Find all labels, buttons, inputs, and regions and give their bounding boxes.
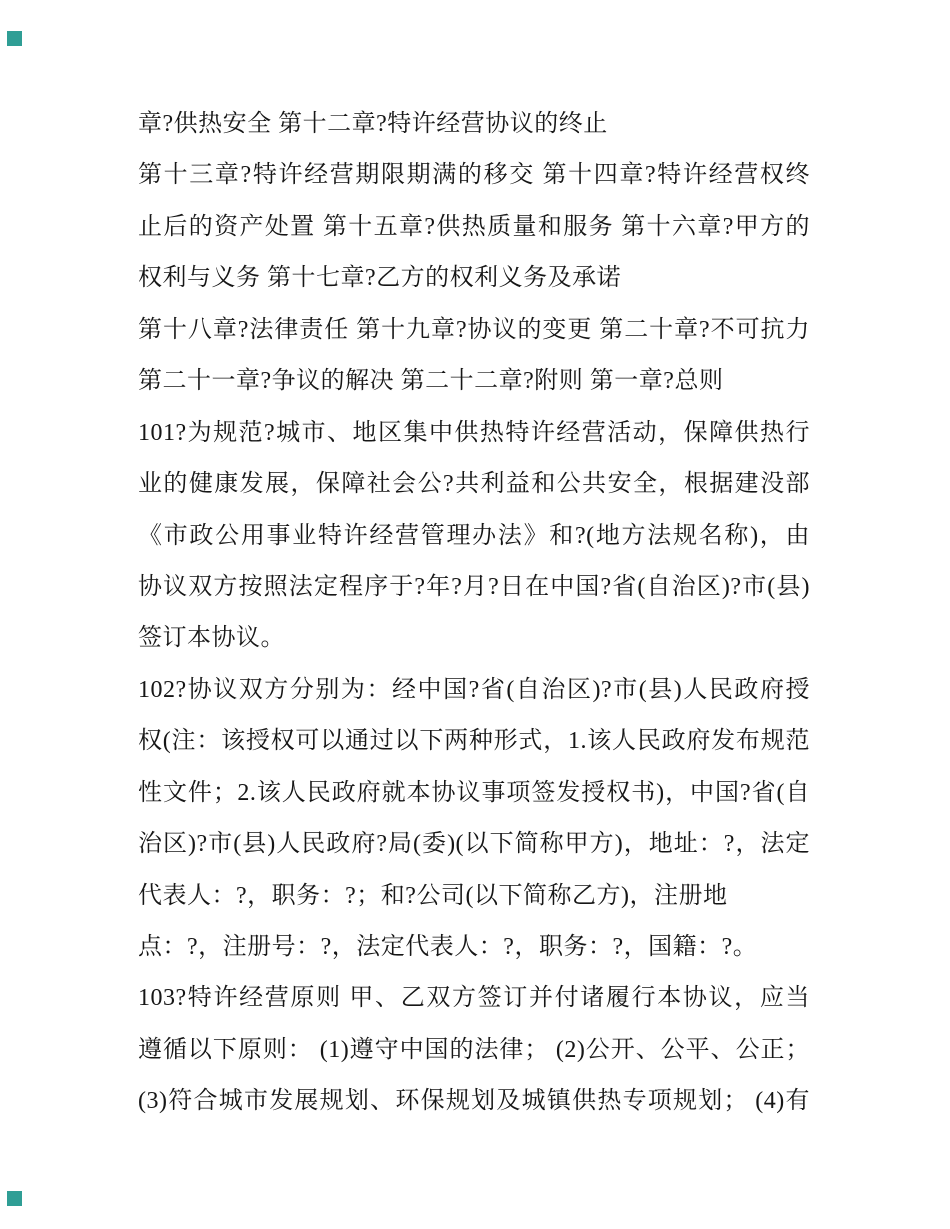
text-line: 《市政公用事业特许经营管理办法》和?(地方法规名称)，由 (138, 522, 810, 549)
text-line: 性文件；2.该人民政府就本协议事项签发授权书)，中国?省(自 (138, 779, 810, 806)
text-line: (3)符合城市发展规划、环保规划及城镇供热专项规划； (4)有 (138, 1088, 810, 1115)
text-line: 业的健康发展，保障社会公?共利益和公共安全，根据建没部 (138, 471, 810, 498)
text-line: 协议双方按照法定程序于?年?月?日在中国?省(自治区)?市(县) (138, 573, 810, 600)
text-line: 第十八章?法律责任 第十九章?协议的变更 第二十章?不可抗力 (138, 316, 810, 343)
text-line: 遵循以下原则： (1)遵守中国的法律； (2)公开、公平、公正； (138, 1036, 810, 1063)
text-line: 101?为规范?城市、地区集中供热特许经营活动，保障供热行 (138, 419, 810, 446)
text-line: 102?协议双方分别为：经中国?省(自治区)?市(县)人民政府授 (138, 676, 810, 703)
text-line: 代表人：?，职务：?；和?公司(以下简称乙方)，注册地 (138, 882, 728, 909)
text-line: 权利与义务 第十七章?乙方的权利义务及承诺 (138, 265, 622, 292)
text-line: 103?特许经营原则 甲、乙双方签订并付诸履行本协议，应当 (138, 985, 810, 1012)
teal-marker-top-icon (7, 31, 22, 46)
text-line: 第十三章?特许经营期限期满的移交 第十四章?特许经营权终 (138, 162, 810, 189)
text-line: 治区)?市(县)人民政府?局(委)(以下简称甲方)，地址：?，法定 (138, 831, 810, 858)
text-line: 第二十一章?争议的解决 第二十二章?附则 第一章?总则 (138, 368, 724, 395)
text-line: 章?供热安全 第十二章?特许经营协议的终止 (138, 111, 608, 137)
contract-text-block (138, 99, 810, 1128)
teal-marker-bottom-icon (7, 1191, 22, 1206)
text-line: 止后的资产处置 第十五章?供热质量和服务 第十六章?甲方的 (138, 213, 810, 240)
text-line: 点：?，注册号：?，法定代表人：?，职务：?，国籍：?。 (138, 934, 758, 960)
text-line: 签订本协议。 (138, 625, 285, 652)
text-line: 权(注：该授权可以通过以下两种形式，1.该人民政府发布规范 (138, 728, 810, 755)
